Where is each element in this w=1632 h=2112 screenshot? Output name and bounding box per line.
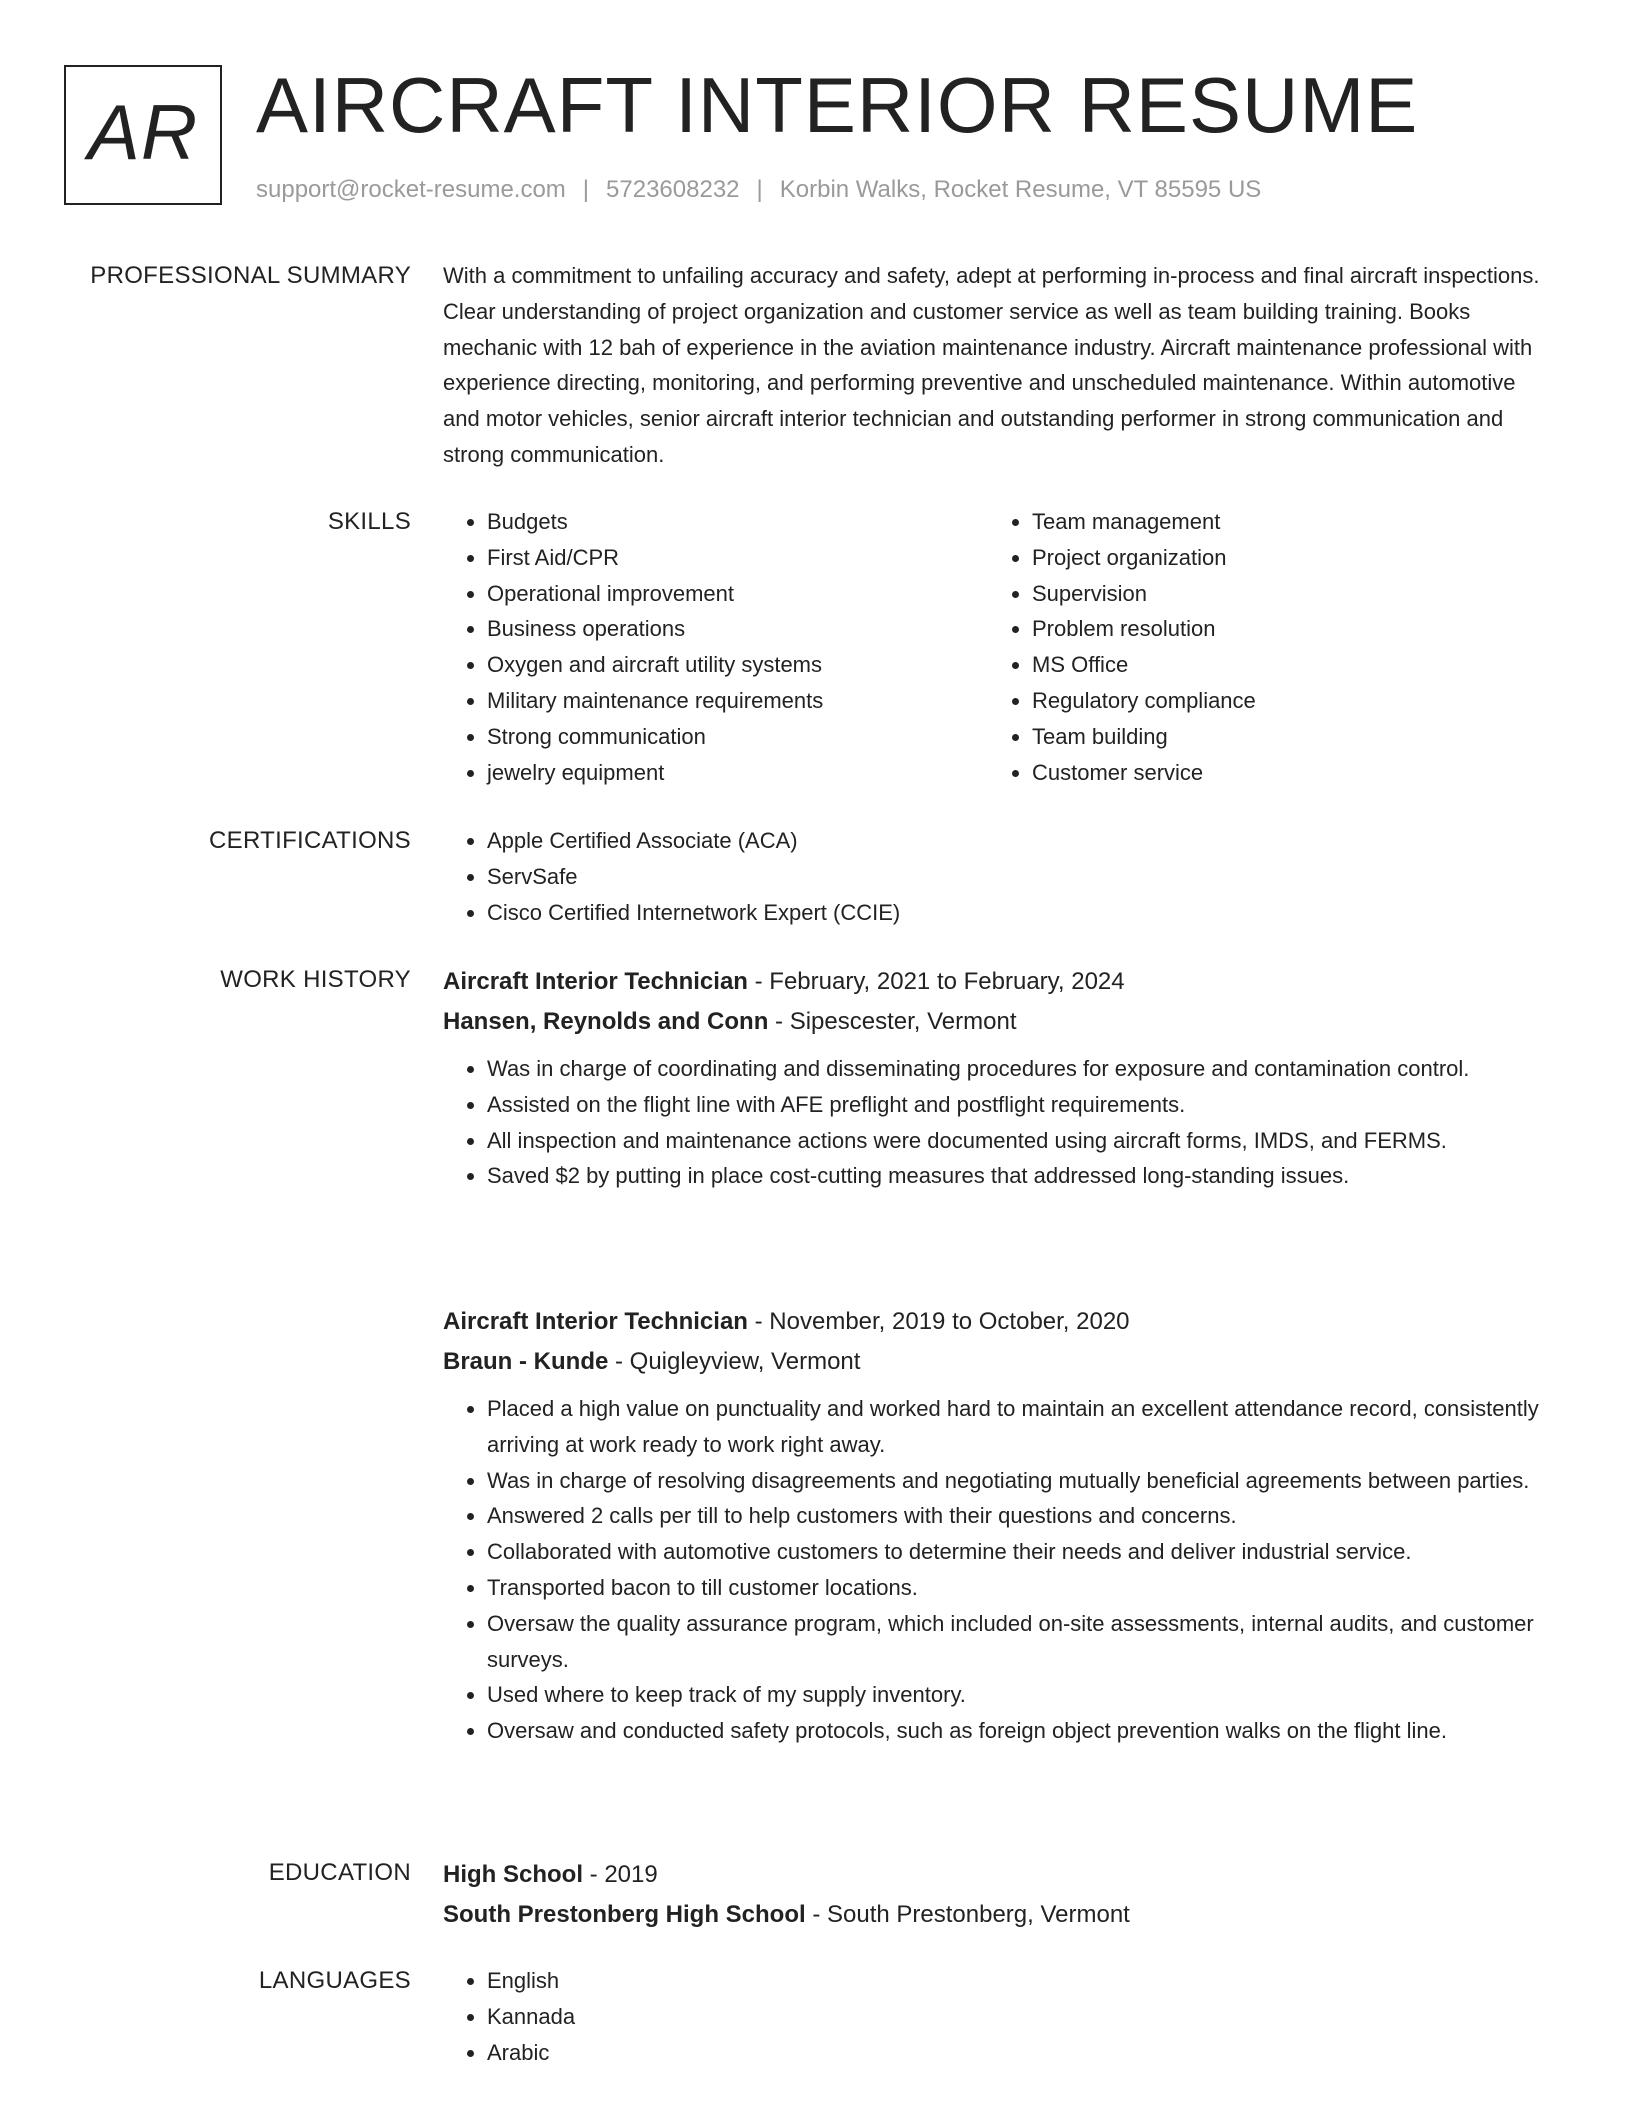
languages-body: [443, 1963, 1563, 2070]
skill-item: • jewelry equipment: [487, 755, 823, 791]
skill-item: • Project organization: [1032, 540, 1256, 576]
summary-heading: PROFESSIONAL SUMMARY: [90, 262, 411, 289]
job-bullet-list: [443, 1051, 1607, 1194]
certification-item: • ServSafe: [487, 859, 1563, 895]
job-bullet: • All inspection and maintenance actions were documented using aircraft forms, IMDS, and FERMS.: [487, 1123, 1563, 1159]
job-bullet: • Collaborated with automotive customers to determine their needs and deliver industrial service.: [487, 1534, 1563, 1570]
contact-phone: 5723608232: [606, 176, 740, 203]
skills-columns: [443, 504, 1563, 804]
skill-item: • Oxygen and aircraft utility systems: [487, 647, 823, 683]
education-degree-line: [443, 1855, 1563, 1895]
skill-item: • Military maintenance requirements: [487, 683, 823, 719]
job-entry: [443, 962, 1563, 1194]
certifications-body: [443, 823, 1563, 930]
education-body: [443, 1855, 1563, 1934]
skills-heading: SKILLS: [327, 508, 411, 535]
skill-item: • First Aid/CPR: [487, 540, 823, 576]
education-year: - 2019: [583, 1861, 658, 1888]
skill-item: • Team management: [1032, 504, 1256, 540]
job-dates: - November, 2019 to October, 2020: [747, 1308, 1130, 1335]
contact-email: support@rocket-resume.com: [256, 176, 566, 203]
job-bullet: • Was in charge of resolving disagreements and negotiating mutually beneficial agreements between parties.: [487, 1463, 1563, 1499]
skill-item: • Regulatory compliance: [1032, 683, 1256, 719]
job-title: Aircraft Interior Technician: [443, 1308, 748, 1335]
skills-list-right: [988, 504, 1256, 790]
education-degree: High School: [443, 1861, 583, 1888]
job-dates: - February, 2021 to February, 2024: [747, 968, 1125, 995]
skills-list-left: [443, 504, 823, 790]
contact-separator: |: [756, 176, 763, 203]
job-entry: [443, 1302, 1563, 1749]
job-company: Hansen, Reynolds and Conn: [443, 1007, 769, 1035]
certification-item: • Apple Certified Associate (ACA): [487, 823, 1563, 859]
languages-heading: LANGUAGES: [258, 1967, 411, 1994]
language-item: • English: [487, 1963, 1563, 1999]
languages-list: [443, 1963, 1563, 2070]
skill-item: • MS Office: [1032, 647, 1256, 683]
certifications-list: [443, 823, 1563, 930]
job-location: - Sipescester, Vermont: [768, 1007, 1017, 1035]
job-bullet: • Placed a high value on punctuality and worked hard to maintain an excellent attendance record, consistently arriving at work ready to work right away.: [487, 1391, 1563, 1463]
contact-separator: |: [582, 176, 590, 203]
skill-item: • Operational improvement: [487, 576, 823, 612]
job-bullet: • Was in charge of coordinating and disseminating procedures for exposure and contamination control.: [487, 1051, 1563, 1087]
summary-body: [443, 258, 1563, 473]
job-bullet: • Oversaw and conducted safety protocols, such as foreign object prevention walks on the flight line.: [487, 1713, 1563, 1749]
job-location: - Quigleyview, Vermont: [608, 1347, 861, 1375]
contact-line: [256, 174, 1261, 205]
education-heading: EDUCATION: [268, 1859, 411, 1886]
skill-item: • Strong communication: [487, 719, 823, 755]
job-company-line: [443, 1342, 1563, 1382]
skill-item: • Budgets: [487, 504, 823, 540]
job-bullet: • Oversaw the quality assurance program, which included on-site assessments, internal audits, and customer surveys.: [487, 1606, 1563, 1678]
contact-address: Korbin Walks, Rocket Resume, VT 85595 US: [779, 176, 1262, 203]
job-company: Braun - Kunde: [443, 1347, 609, 1375]
education-school-line: [443, 1895, 1563, 1935]
skill-item: • Business operations: [487, 611, 823, 647]
job-bullet: • Answered 2 calls per till to help customers with their questions and concerns.: [487, 1498, 1563, 1534]
job-company-line: [443, 1002, 1563, 1042]
work-history-heading: WORK HISTORY: [220, 966, 411, 993]
certification-item: • Cisco Certified Internetwork Expert (CCIE): [487, 895, 1563, 931]
resume-header: [64, 61, 1564, 210]
education-school: South Prestonberg High School: [443, 1900, 806, 1928]
job-bullet: • Used where to keep track of my supply inventory.: [487, 1677, 1563, 1713]
skills-body: [443, 504, 1563, 804]
job-bullet-list: [443, 1391, 1607, 1749]
monogram-box: [64, 65, 222, 205]
monogram-initials: AR: [87, 88, 199, 176]
skill-item: • Team building: [1032, 719, 1256, 755]
job-bullet: • Assisted on the flight line with AFE preflight and postflight requirements.: [487, 1087, 1563, 1123]
summary-text: With a commitment to unfailing accuracy and safety, adept at performing in-process and final aircraft inspections. Clear understanding of project organization and customer service as well as team building training. Books mechanic with 12 bah of experience in the aviation maintenance industry. Aircraft maintenance professional with experience directing, monitoring, and performing preventive and unscheduled maintenance. Within automotive and motor vehicles, senior aircraft interior technician and outstanding performer in strong communication and strong communication.: [443, 263, 1540, 467]
job-bullet: • Transported bacon to till customer locations.: [487, 1570, 1563, 1606]
job-title-line: [443, 1302, 1563, 1342]
job-title: Aircraft Interior Technician: [443, 968, 748, 995]
resume-title: AIRCRAFT INTERIOR RESUME: [256, 61, 1419, 149]
certifications-heading: CERTIFICATIONS: [209, 827, 411, 854]
job-bullet: • Saved $2 by putting in place cost-cutting measures that addressed long-standing issues.: [487, 1158, 1563, 1194]
work-history-body: [443, 962, 1563, 1744]
language-item: • Arabic: [487, 2035, 1563, 2071]
skill-item: • Supervision: [1032, 576, 1256, 612]
job-title-line: [443, 962, 1563, 1002]
skill-item: • Problem resolution: [1032, 611, 1256, 647]
education-location: - South Prestonberg, Vermont: [805, 1900, 1130, 1928]
language-item: • Kannada: [487, 1999, 1563, 2035]
skill-item: • Customer service: [1032, 755, 1256, 791]
